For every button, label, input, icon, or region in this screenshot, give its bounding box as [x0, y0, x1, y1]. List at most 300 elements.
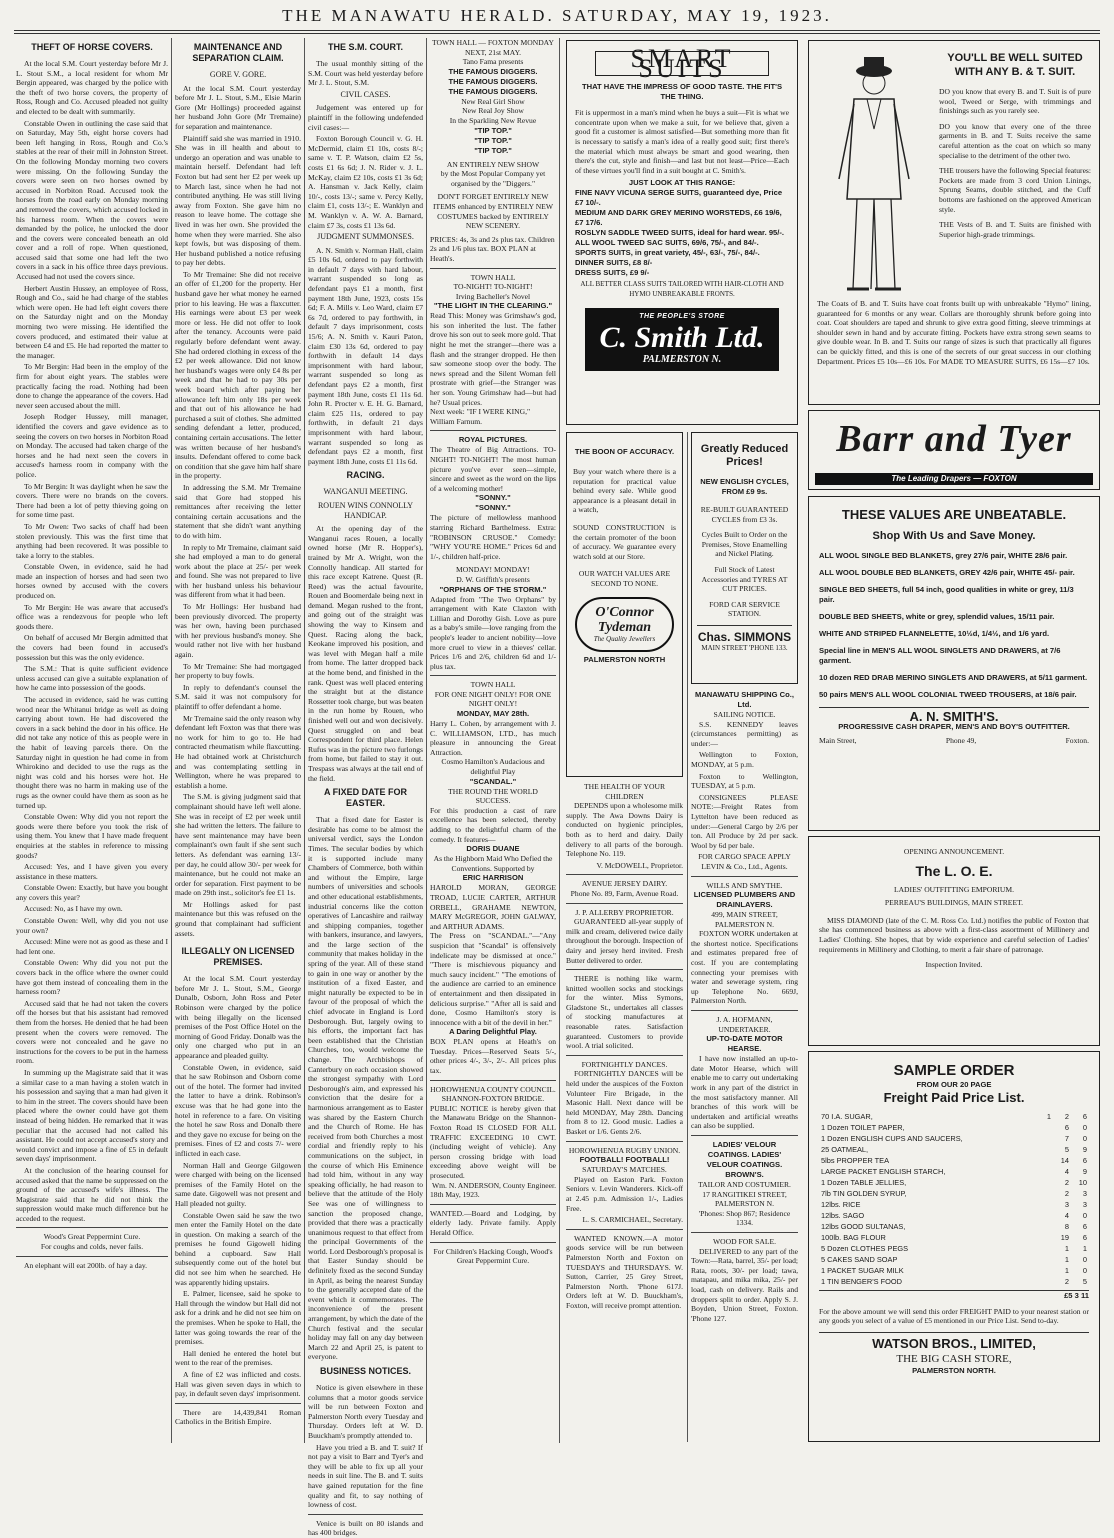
divider	[430, 268, 556, 269]
boon-of-accuracy-advert	[566, 432, 683, 777]
ad-headline: MONDAY, MAY 28th.	[456, 709, 530, 719]
price-item-amount	[1035, 1233, 1051, 1242]
paragraph: In addressing the S.M. Mr Tremaine said that Gore had stopped his remittances after receiving the letter containing certain accusations and the statement that she didn't want anything to do with him.	[175, 482, 301, 540]
paragraph: Norman Hall and George Gilgowen were charged with being on the licensed premises of the Family Hotel on the same date. Gigowell was not present and Hall pleaded not guilty.	[175, 1160, 301, 1208]
advert-body: MISS DIAMOND (late of the C. M. Ross Co. Ltd.) notifies the public of Foxton that she has commenced business as above with a first-class assortment of Millinery and Ladies' Clothing. She hopes, that by wide experience and careful selection of Ladies' requirements in Millinery and Clothing, to merit a fair share of patronage.	[819, 915, 1089, 954]
divider	[566, 1141, 683, 1142]
ad-text: by the Most Popular Company yet organised by the "Diggers."	[440, 169, 546, 188]
price-item-amount: 9	[1082, 1145, 1087, 1154]
price-item-amount: 4	[1064, 1211, 1069, 1220]
ad-text: FOR CARGO SPACE APPLY LEVIN & Co., Ltd., Agents.	[698, 852, 791, 871]
article-heading: THE S.M. COURT.	[327, 42, 403, 52]
ad-headline: "TIP TOP."	[474, 145, 512, 155]
advert-name: Chas. SIMMONS	[697, 625, 792, 644]
price-item-amount: 4	[1064, 1167, 1069, 1176]
advert-body: For the above amount we will send this order FREIGHT PAID to your nearest station or any goods you select of a value of £5 mentioned in our Price List. Send to-day.	[819, 1306, 1089, 1326]
ad-text: TOWN HALL	[470, 680, 516, 690]
price-item-amount: 1	[1064, 1255, 1069, 1264]
column-rule	[171, 38, 172, 1443]
article-subheading: ROUEN WINS CONNOLLY HANDICAP.	[317, 500, 414, 520]
price-item-name: 25 OATMEAL,	[821, 1145, 869, 1154]
paragraph: The S.M.: That is quite sufficient evidence unless accused can give a suitable explanation of how he came into possession of the goods.	[16, 664, 168, 693]
price-item-name: LARGE PACKET ENGLISH STARCH,	[821, 1167, 946, 1176]
article-heading: THEFT OF HORSE COVERS.	[31, 42, 153, 52]
ad-text: Adapted from "The Two Orphans" by arrangement with Kate Claxton with Lillian and Dorothy Gish. Love as pure as a baby's smile—love ranging from the people's leader to ancient nobility—love more cruel to view in a thieves' cellar. Prices 1/6 and 2/6, children 6d and 1/- plus tax.	[430, 594, 556, 671]
price-list-table	[819, 1110, 1089, 1288]
ad-text: PRICES: 4s, 3s and 2s plus tax. Children 2s and 1/6 plus tax. BOX PLAN at Heath's.	[430, 234, 555, 263]
price-item-amount	[1035, 1189, 1051, 1198]
price-item-amount	[1035, 1255, 1051, 1264]
filler-text: There are 14,439,841 Roman Catholics in the British Empire.	[175, 1407, 301, 1427]
advert-subtitle: Shop With Us and Save Money.	[872, 530, 1036, 542]
ad-text: 17 RANGITIKEI STREET, PALMERSTON N.	[702, 1189, 787, 1209]
paragraph: Constable Owen, in evidence, said he had made an inspection of horses and had seen two horses owned by accused with the covers produced on.	[16, 562, 168, 601]
divider	[566, 903, 683, 904]
advert-text: FROM OUR 20 PAGE	[916, 1080, 992, 1089]
price-item-amount: 6	[1082, 1233, 1087, 1242]
cycles-advert	[691, 432, 798, 684]
advert-title: SMART SUITS	[595, 51, 769, 76]
price-item-amount	[1035, 1123, 1051, 1132]
ad-headline: THE FAMOUS DIGGERS.	[448, 86, 538, 96]
paragraph: Joseph Rodger Hussey, mill manager, identified the covers and gave evidence as to seeing the covers on two horses in Norbiton Road on Monday. The accused had taken charge of the horses and he had next seen the covers in accused's harness room in company with the police.	[16, 412, 168, 479]
advert-title: YOU'LL BE WELL SUITED WITH ANY B. & T. SUIT.	[947, 52, 1083, 78]
column-1	[16, 38, 168, 1443]
paragraph: Accused: Mine were not as good as these and I had lent one.	[16, 937, 168, 956]
ad-text: DEPENDS upon a wholesome milk supply. The Awa Downs Dairy is conducted on hygienic principles, both as to herd and dairy. Daily delivery to all parts of the borough. Telephone No. 119.	[566, 801, 683, 859]
paragraph: To Mr Bergin: It was daylight when he saw the covers. There were no brands on the covers. There had been a lot of petty thieving going on for some time past.	[16, 481, 168, 520]
ad-headline: J. A. HOFMANN, UNDERTAKER.	[716, 1015, 773, 1034]
advert-text: Cycles Built to Order on the Premises, Stove Enamelling and Nickel Plating.	[701, 530, 788, 559]
ad-text: Cosmo Hamilton's Audacious and delightful Play	[441, 757, 545, 777]
advert-text: NEW ENGLISH CYCLES, FROM £9 9s.	[700, 477, 789, 496]
price-item-amount	[1035, 1145, 1051, 1154]
article-body	[308, 103, 423, 230]
ad-headline: AVENUE JERSEY DAIRY.	[581, 879, 668, 889]
paragraph: A fine of £2 was inflicted and costs. Hall was given seven days in which to pay, in default seven days' imprisonment.	[175, 1370, 301, 1399]
article-body	[175, 84, 301, 939]
ad-text: New Real Joy Show	[462, 106, 524, 116]
price-item-amount: 1	[1064, 1266, 1069, 1275]
paragraph: In reply to defendant's counsel the S.M. said it was not compulsory for plaintiff to offer defendant a home.	[175, 682, 301, 711]
ad-text: Next week: "IF I WERE KING," William Farnum.	[430, 407, 531, 426]
value-item: 50 pairs MEN'S ALL WOOL COLONIAL TWEED TROUSERS, at 18/6 pair.	[819, 690, 1077, 699]
loe-advert	[808, 836, 1100, 1046]
ad-text: AN ENTIRELY NEW SHOW	[446, 159, 540, 169]
price-item-name: 7lb TIN GOLDEN SYRUP,	[821, 1189, 907, 1198]
divider	[691, 1135, 798, 1136]
ad-text: PUBLIC NOTICE is hereby given that the Manawatu Bridge on the Shannon-Foxton Road IS CLOSED FOR ALL TRAFFIC EXCEEDING 10 CWT. (including weight of vehicle). Any person crossing bridge with load exceeding above weight will be prosecuted.	[430, 1103, 556, 1180]
price-item-name: 12lbs. SAGO	[821, 1211, 865, 1220]
advert-town: PALMERSTON NORTH	[583, 655, 666, 665]
price-item-amount: 6	[1082, 1222, 1087, 1231]
ad-text: THERE is nothing like warm, knitted woollen socks and stockings for the winter. Miss Symons, Gladstone St., undertakes all classes of stocking manufactures at reasonable rates. Satisfaction guaranteed. Customers to provide wool. A trial solicited.	[566, 974, 683, 1051]
price-item-name: 1 TIN BENGER'S FOOD	[821, 1277, 902, 1286]
article-heading: A FIXED DATE FOR EASTER.	[324, 787, 407, 809]
paragraph: At the local S.M. Court yesterday before Mr J. L. Stout, S.M., Elsie Marin Gore (Mr Hollings) proceeded against her husband John Gore (Mr Tremaine) for separation and maintenance.	[175, 83, 301, 131]
ad-text: DELIVERED to any part of the Town:—Rata, barrel, 35/- per load; Rata, roots, 30/- per load; tawa, matapau, and mika mika, 25/- per load, cash on delivery. Rails and droppers split to order. Apply S. J. Boyden, Union Street, Foxton. 'Phone 127.	[691, 1246, 799, 1323]
ad-text: For Children's Hacking Cough, Wood's Great Peppermint Cure.	[433, 1246, 553, 1266]
price-item-amount: 9	[1082, 1167, 1087, 1176]
price-item-amount: 3	[1082, 1200, 1087, 1209]
price-item-name: 70 I.A. SUGAR,	[821, 1112, 873, 1121]
ad-headline: "SONNY."	[475, 493, 511, 503]
paragraph: Accused: No, as I have my own.	[24, 904, 123, 914]
paragraph: To Mr Bergin: Had been in the employ of the firm for about eight years. The stables were practically facing the road. Nothing had been done to change the appearance of the covers. Had never seen accused about the mill.	[16, 362, 168, 410]
paragraph: To Mr Owen: Two sacks of chaff had been stolen previously. This was the first time that anything had been recovered. It was possible to take a lorry to the stables.	[16, 521, 168, 560]
paragraph: Hall denied he entered the hotel but went to the rear of the premises.	[175, 1348, 301, 1368]
price-list-row	[821, 1134, 1087, 1143]
ad-headline: A Daring Delightful Play.	[449, 1027, 537, 1037]
price-item-amount: 0	[1082, 1134, 1087, 1143]
advert-subheading: JUST LOOK AT THIS RANGE:	[628, 178, 736, 188]
divider	[16, 1256, 168, 1257]
price-item-amount: 6	[1064, 1123, 1069, 1132]
value-item: DOUBLE BED SHEETS, white or grey, splendid values, 15/11 pair.	[819, 612, 1055, 621]
price-item-amount	[1035, 1156, 1051, 1165]
ad-headline: "ORPHANS OF THE STORM."	[439, 584, 547, 594]
ad-text: V. McDOWELL, Proprietor.	[596, 860, 683, 870]
ad-text: 'Phones: Shop 867; Residence 1334.	[698, 1208, 791, 1228]
advert-text: PERREAU'S BUILDINGS, MAIN STREET.	[884, 898, 1024, 908]
advert-text: OPENING ANNOUNCEMENT.	[903, 847, 1005, 856]
sample-order-advert	[808, 1051, 1100, 1442]
article-subheading: WANGANUI MEETING.	[323, 487, 408, 497]
ad-text: The Press on "SCANDAL."—"Any suspicion that "Scandal" is offensively indelicate may be dismissed at once." "There is mischievous piquancy and much saucy incident." "The emotions of the audience are carried to an eminence of entertainment and then dissipated in delicious surprise." "After all is said and done, Cosmo Hamilton's story is innocence with a bit of the devil in her."	[430, 931, 556, 1027]
ad-text: SAILING NOTICE.	[713, 710, 776, 719]
address-part: Phone 49,	[945, 735, 977, 745]
divider	[430, 1204, 556, 1205]
article-heading: BUSINESS NOTICES.	[319, 1366, 411, 1376]
ad-headline: DORIS DUANE	[466, 844, 520, 854]
ad-text: In the Sparkling New Revue	[449, 115, 537, 125]
ad-text: THE ROUND THE WORLD SUCCESS.	[448, 786, 538, 806]
ad-headline: "SONNY."	[475, 503, 511, 513]
ad-text: Wood's Great Peppermint Cure.	[43, 1232, 141, 1242]
ad-text: 18th May, 1923.	[430, 1190, 480, 1200]
ad-headline: MANAWATU SHIPPING Co., Ltd.	[695, 690, 794, 709]
logo-text: The Quality Jewellers	[593, 634, 656, 643]
advert-text: PROGRESSIVE CASH DRAPER, MEN'S AND BOY'S OUTFITTER.	[838, 721, 1070, 731]
paragraph: Herbert Austin Hussey, an employee of Ross, Rough and Co., said he had charge of the stables which were open. He had left eight covers there on the Saturday night and on the Monday morning two were missing. He identified the covers produced, and estimated their value at between £4 and £5. He had reported the matter to the manager.	[16, 283, 168, 360]
divider	[566, 1229, 683, 1230]
ad-headline: ERIC HARRISON	[462, 873, 524, 883]
article-heading: ILLEGALLY ON LICENSED PREMISES.	[181, 946, 295, 968]
article-body	[175, 974, 301, 1399]
filler-text: An elephant will eat 200lb. of hay a day.	[24, 1260, 148, 1270]
ad-headline: HOROWHENUA RUGBY UNION.	[568, 1145, 681, 1155]
advert-text: RE-BUILT GUARANTEED CYCLES from £3 3s.	[700, 505, 789, 524]
price-item-name: 1 PACKET SUGAR MILK	[821, 1266, 904, 1275]
suit-price-item: ROSLYN SADDLE TWEED SUITS, ideal for hard wear. 95/-.	[575, 228, 785, 238]
ad-text: FORTNIGHTLY DANCES will be held under the auspices of the Foxton Volunteer Fire Brigade, in the Masonic Hall. Next dance will be held MONDAY, May 28th. Dancing from 8 to 12. Good music. Ladies a Basket or 1/6. Gents 2/6.	[566, 1069, 683, 1136]
logo-tagline: The Leading Drapers — FOXTON	[815, 473, 1093, 485]
price-item-name: 100lb. BAG FLOUR	[821, 1233, 886, 1242]
advert-body: The Coats of B. and T. Suits have coat fronts built up with unbreakable "Hymo" lining, guaranteed for 6 months or any wear. Collars are thoroughly shrunk before going into coat. Coat shoulders are taped and shrunk to give extra good fitting, sleeve trimmings at shoulder sewn in hand and by accurate fitting. Pockets have extra strong sewn seams to give double wear. In B. and T. Suits our range of sizes is such that practically all figures can be quickly fitted, and this is one of the secrets of our great success in our clothing Department. Prices £5 10s—£6 10s. For MADE TO MEASURE SUITS, £6 15s—£7 10s.	[817, 299, 1091, 366]
price-list-row	[821, 1189, 1087, 1198]
advert-text: LADIES' OUTFITTING EMPORIUM.	[893, 884, 1015, 894]
column-4-amusements	[430, 38, 556, 1443]
price-item-amount	[1035, 1244, 1051, 1253]
price-list-row	[821, 1123, 1087, 1132]
price-item-name: 5 CAKES SAND SOAP	[821, 1255, 898, 1264]
logo-text: PALMERSTON N.	[642, 354, 722, 366]
value-item: Special line in MEN'S ALL WOOL SINGLETS AND DRAWERS, at 7/6 garment.	[819, 646, 1061, 665]
price-item-amount: 3	[1082, 1189, 1087, 1198]
paragraph: Constable Owen said he saw the two men enter the Family Hotel on the date in question. On making a search of the premises he found Gigowell hiding behind a cupboard. Saw Hall subsequently come out of the hotel but did not see him when he searched. He was apparently hiding upstairs.	[175, 1210, 301, 1287]
advert-title: THESE VALUES ARE UNBEATABLE.	[841, 507, 1067, 522]
advert-text: Inspection Invited.	[925, 960, 983, 970]
price-item-amount	[1035, 1211, 1051, 1220]
price-item-amount: 0	[1082, 1266, 1087, 1275]
suit-price-item: MEDIUM AND DARK GREY MERINO WORSTEDS, £6 19/6, £7 17/6.	[575, 208, 782, 228]
price-item-amount	[1035, 1266, 1051, 1275]
price-item-amount: 5	[1064, 1145, 1069, 1154]
advert-subtitle: Freight Paid Price List.	[883, 1090, 1025, 1105]
price-item-amount	[1035, 1277, 1051, 1286]
masthead-rule-2	[14, 33, 1100, 34]
advert-title: Greatly Reduced Prices!	[700, 443, 789, 468]
price-item-amount: 6	[1082, 1156, 1087, 1165]
divider	[430, 1242, 556, 1243]
article-body	[308, 1383, 423, 1510]
ad-text: FOR ONE NIGHT ONLY! FOR ONE NIGHT ONLY!	[434, 689, 552, 709]
b-and-t-suit-advert	[808, 40, 1100, 405]
price-item-amount: 7	[1064, 1134, 1069, 1143]
ad-text: S.S. KENNEDY leaves (circumstances permitting) as under:—	[691, 719, 798, 748]
paragraph: Constable Owen: Well, why did you not use your own?	[16, 916, 168, 935]
advert-title: SAMPLE ORDER	[893, 1062, 1015, 1079]
price-item-amount: 8	[1064, 1222, 1069, 1231]
price-list-row	[821, 1156, 1087, 1165]
ad-headline: WOOD FOR SALE.	[712, 1236, 777, 1246]
logo-text: C. Smith Ltd.	[599, 321, 765, 355]
address-line	[819, 736, 1089, 746]
paragraph: At the local S.M. Court yesterday before Mr J. L. Stout S.M., a local resident for whom Mr Bergin appeared, was charged by the police with the theft of two horse covers, the property of Ross, Rough and Co. Accused pleaded not guilty and elected to be dealt with summarily.	[16, 59, 168, 116]
oconnor-tydeman-logo	[575, 597, 674, 653]
price-item-amount: 19	[1060, 1233, 1069, 1242]
paragraph: To Mr Bergin: He was aware that accused's office was a rendezvous for people who left goods there.	[16, 602, 168, 631]
ad-headline: UP-TO-DATE MOTOR HEARSE.	[706, 1034, 783, 1054]
article-subheading: CIVIL CASES.	[340, 89, 391, 99]
paragraph: To Mr Tremaine: She had mortgaged her property to buy fowls.	[175, 661, 301, 681]
ad-text: New Real Girl Show	[461, 96, 525, 106]
divider	[430, 1080, 556, 1081]
value-item: 10 dozen RED DRAB MERINO SINGLETS AND DRAWERS, at 5/11 garment.	[819, 673, 1088, 682]
suit-price-list	[575, 188, 789, 278]
advert-body: ALL BETTER CLASS SUITS TAILORED WITH HAIR-CLOTH AND HYMO UNBREAKABLE FRONTS.	[580, 280, 784, 298]
paragraph: Mr Hollings asked for past maintenance but this was refused on the ground that complainant had sufficient assets.	[175, 899, 301, 938]
ad-text: TOWN HALL	[470, 272, 516, 282]
paragraph: Accused: Yes, and I have given you every assistance in these matters.	[16, 862, 168, 881]
price-item-name: 5lbs PROPPER TEA	[821, 1156, 890, 1165]
price-item-amount: 0	[1082, 1255, 1087, 1264]
price-list-row	[821, 1112, 1087, 1121]
ad-text: FOXTON WORK undertaken at the shortest notice. Specifications and estimates prepared free of cost. If you are contemplating connecting your premises with water and sewerage system, ring up Telephone No. 669J, Palmerston North.	[691, 929, 798, 1006]
price-list-row	[821, 1277, 1087, 1286]
advert-name: WATSON BROS., LIMITED,	[819, 1332, 1089, 1352]
column-rule	[426, 38, 427, 1443]
ad-text: For coughs and colds, never fails.	[40, 1242, 144, 1252]
ad-text: I have now installed an up-to-date Motor Hearse, which will enable me to carry out undertaking work in any part of the district in the most satisfactory manner. All branches of this work will be undertaken and artificial wreaths can also be supplied.	[691, 1054, 798, 1131]
ad-text: SHANNON-FOXTON BRIDGE.	[441, 1094, 545, 1104]
column-rule	[687, 432, 688, 1442]
paragraph: The accused in evidence, said he was cutting wood near the Whitanui bridge as well as doing carrying about town. He had discovered the covers in a sack behind the door in his office. He did not take any notice of this as people were in the habit of leaving parcels there. On the Saturday night in question he had come in from Whirokino and decided to use the rugs as the night was cold and his horses were hot. He thought there was no harm in making use of the rugs as the owner could have them as soon as he turned up.	[16, 695, 168, 810]
price-item-amount: 2	[1064, 1112, 1069, 1121]
ad-headline: "SCANDAL."	[469, 776, 517, 786]
ad-text: WANTED KNOWN.—A motor goods service will be run between Palmerston North and Foxton on TUESDAYS and THURSDAYS. W. Sutton, Carrier, 25 Grey Street, Palmerston North. 'Phone 617J. Orders left at W. D. Buuckham's, Foxton, will receive prompt attention.	[566, 1233, 683, 1310]
price-list-row	[821, 1200, 1087, 1209]
advert-text: FORD CAR SERVICE STATION.	[709, 599, 780, 619]
article-subheading: GORE V. GORE.	[209, 70, 267, 79]
ad-text: Tano Fama presents	[462, 57, 524, 67]
ad-text: Foxton to Wellington, TUESDAY, at 5 p.m.	[691, 771, 798, 791]
paragraph: Notice is given elsewhere in these columns that a motor goods service will be run between Foxton and Palmerston North every Tuesday and Thursday. Orders left at W. D. Buuckham's promptly attended to.	[308, 1383, 423, 1440]
paragraph: That a fixed date for Easter is desirable has come to be almost the universal verdict, says the London Times. The secular bodies by which it is supported include many Chambers of Commerce, both within and without the Empire, large numbers of universities and schools and other educational establishments, industrial concerns like the cotton operatives of Lancashire and railway and shipping companies, together with bankers, insurance, and lawyers, and the large section of the community that makes holiday in the spring of the year. All of these stand to gain in one way or another by the institution of a fixed Easter, and might naturally be expected to be in favour of the proposal of which the chief advocate in England is Lord Desborough. But, largely owing to his efforts, the important fact has been established that the Christian Churches, too, would welcome the change. The Archbishops of Canterbury on each occasion showed the strongest sympathy with Lord Desborough's aim, and expressed his conviction that the desire for a harmonious arrangement as to Easter was shared by the Eastern Church and the Church of Rome. He has received from both Churches a most cordial and friendly reply to his communications on the subject, in the course of which His Eminence had told him, without in any way speaking officially, he had reason to believe that the attitude of the Holy See was one of willingness to sanction the proposed change, provided that there was a practically unanimous request to that effect from the principal Governments of the world. Lord Desborough's proposal is that Easter Sunday should be definitely fixed as the second Sunday in April, as being the nearest Sunday to the generally accepted date of the event which it commemorates. The inconvenience of the present arrangement, by which the date of the Church festival and the secular holiday may fall on any day between March 22 and April 25, is patent to everyone.	[308, 815, 423, 1362]
price-total: £5 3 11	[819, 1290, 1089, 1301]
ad-text: HOROWHENUA COUNTY COUNCIL.	[430, 1084, 556, 1094]
advert-body: THE Vests of B. and T. Suits are finished with Superior high-grade trimmings.	[939, 220, 1091, 239]
suit-price-item: SPORTS SUITS, in great variety, 45/-, 63/-, 75/-, 84/-.	[575, 248, 760, 258]
suit-price-item: DRESS SUITS, £9 9/-	[575, 268, 650, 278]
advert-body: DO you know that every one of the three garments in B. and T. Suits receive the same careful attention as the coat on which so many specialise to the detriment of the other two.	[939, 121, 1091, 160]
price-item-name: 1 Dozen TABLE JELLIES,	[821, 1178, 907, 1187]
divider	[566, 1055, 683, 1056]
ad-headline: WILLS AND SMYTHE.	[706, 880, 783, 890]
ad-text: WANTED.—Board and Lodging, by elderly lady. Private family. Apply Herald Office.	[430, 1208, 556, 1237]
price-item-name: 1 Dozen ENGLISH CUPS AND SAUCERS,	[821, 1134, 963, 1143]
suit-price-item: DINNER SUITS, £8 8/-	[575, 258, 653, 268]
price-item-amount	[1035, 1222, 1051, 1231]
price-list-row	[821, 1222, 1087, 1231]
masthead: THE MANAWATU HERALD. SATURDAY, MAY 19, 1923.	[282, 6, 832, 25]
advert-body: Fit is uppermost in a man's mind when he buys a suit—Fit is what we concentrate upon when we make a suit, for we believe that, given a good fit a customer is almost satisfied—But something more than fit is necessary to satisfy a man's idea of a really good suit; first there's the material which must always be smart and good wearing, then there's the cut, style and finish—and last but not least—Price—Each of these virtues you'll find in a suit bought at C. Smith's.	[575, 108, 789, 175]
article-subheading: JUDGMENT SUMMONSES.	[317, 232, 414, 242]
divider	[566, 969, 683, 970]
divider	[691, 1010, 798, 1011]
ad-text: HAROLD MORAN, GEORGE TROAD, LUCIE CARTER, ARTHUR ORBELL, GRAHAME NEWTON, MARY McGREGOR, JOHN GALWAY, and ARTHUR ADAMS.	[430, 883, 556, 931]
advert-text: PALMERSTON NORTH.	[912, 1365, 996, 1375]
ad-text: TO-NIGHT! TO-NIGHT!	[453, 282, 533, 292]
ad-text: Irving Bacheller's Novel	[455, 291, 531, 301]
ad-text: 499, MAIN STREET, PALMERSTON N.	[711, 910, 778, 929]
paragraph: At the opening day of the Wanganui races Rouen, a locally owned horse (Mr R. Hopper's), trained by Mr A. Wright, won the Connolly handicap. All started for this race except Katrene. Quest (R. Reed) was the actual favourite, Rouen and Boomerdale being next in demand. Megan rushed to the front, and going out of the straight was showing the way to Kinsem and Quest. Racing along the back, Keokane improved his position, and was level with Megan half a mile from home. The latter dropped back at the home bend, and finished in the rank. Quest was well placed entering the straight but at the distance Rossetter took charge, but was beaten in the run home by Rouen, who finished well out and won decisively. Quest struggled on and beat Correspondent for third place. Helen Rufus was in the picture two furlongs from home, but failed to stay it out. Trespass was always at the tail end of the field.	[308, 524, 423, 783]
gentleman-illustration	[819, 49, 929, 299]
advert-text: Full Stock of Latest Accessories and TYRES AT CUT PRICES.	[701, 564, 788, 594]
ad-text: TOWN HALL — FOXTON MONDAY NEXT, 21st MAY.	[432, 38, 554, 57]
address-part: Foxton.	[1065, 735, 1089, 745]
price-item-amount: 1	[1082, 1244, 1087, 1253]
paragraph: To Mr Tremaine: She did not receive an offer of £1,200 for the property. Her husband gave her what money he earned prior to his leaving. He was a flaxcutter. His earnings were about £3 per week more or less. He did not offer to look after the tenancy. Accounts were paid regularly before defendant went away. She had ordered clothing in excess of the £2 per week allowance. Did not know her husband's wages were only £4 8s per week and that he had to pay 30s per week board which after paying her allowance left him only 18s per week and that out of his allowance he had purchased a suit of clothes. She admitted sending defendant a letter, produced, containing certain accusations. The letter was written because of her husband's insults. Defendant offered to come back on condition that she gave him half share in the property.	[175, 269, 301, 481]
divider	[691, 876, 798, 877]
price-item-name: 5 Dozen CLOTHES PEGS	[821, 1244, 909, 1253]
smart-suits-advert	[566, 40, 798, 425]
article-heading: MAINTENANCE AND SEPARATION CLAIM.	[192, 42, 284, 63]
price-item-name: 1 Dozen TOILET PAPER,	[821, 1123, 905, 1132]
paragraph: On behalf of accused Mr Bergin admitted that the covers had been found in accused's possession but this was the only evidence.	[16, 633, 168, 662]
value-item: WHITE AND STRIPED FLANNELETTE, 10½d, 1/4½, and 1/6 yard.	[819, 629, 1050, 638]
price-item-amount: 6	[1082, 1112, 1087, 1121]
price-item-amount	[1035, 1134, 1051, 1143]
paragraph: To Mr Hollings: Her husband had been previously divorced. The property was her own, having been purchased with her previous husband's money. She would rather not live with her husband again.	[175, 602, 301, 660]
divider	[16, 1227, 168, 1228]
c-smith-logo	[585, 308, 779, 371]
ad-text: Read This: Money was Grimshaw's god, his son inherited the lust. The father drove his son out to seek more gold. That night he met the stranger—there was a flash and the stranger dropped. He then saw someone stoop over the body. The news spread and the Silent Woman fell prostrate with grief—the Stranger was her son. Young Grimshaw had—but had he? Usual prices.	[430, 311, 556, 407]
ad-text: D. W. Griffith's presents	[456, 574, 530, 584]
ad-text: DON'T FORGET ENTIRELY NEW ITEMS enhanced by ENTIRELY NEW COSTUMES backed by ENTIRELY NEW SCENERY.	[432, 192, 553, 231]
masthead-rule	[14, 30, 1100, 31]
ad-headline: "THE LIGHT IN THE CLEARING."	[433, 301, 553, 311]
suit-price-item: ALL WOOL TWEED SAC SUITS, 69/6, 75/-, and 84/-.	[575, 238, 759, 248]
ad-text: For this production a cast of rare excellence has been selected, thereby adding to the delightful charm of the comedy. It features—	[430, 805, 556, 844]
ad-headline: FOOTBALL! FOOTBALL!	[579, 1155, 670, 1165]
price-item-amount: 2	[1064, 1178, 1069, 1187]
value-item: ALL WOOL DOUBLE BED BLANKETS, GREY 42/6 pair, WHITE 45/- pair.	[819, 568, 1075, 577]
ad-headline: "TIP TOP."	[474, 135, 512, 145]
price-item-amount	[1035, 1167, 1051, 1176]
price-item-amount: 2	[1064, 1277, 1069, 1286]
paragraph: Plaintiff said she was married in 1910. She was in ill health and about to undergo an operation and was unable to maintain herself. Defendant had left Foxton but had sent her £2 per week up to March last, since when he had not contributed anything. He was still living away from Foxton. She gave him no reason to leave home. The cottage she lived in was her own. She provided the home when they were married. She also kept fowls, but was disposing of them. Her husband published a notice refusing to pay her debts.	[175, 133, 301, 268]
article-body	[308, 815, 423, 1362]
filler-text: Venice is built on 80 islands and has 400 bridges.	[308, 1518, 423, 1538]
logo-text: O'Connor Tydeman	[595, 604, 654, 635]
paragraph: Accused said that he had not taken the covers off the horses but that his assistant had removed them from the horses. He denied that he had been present when the covers were removed. The covers were not concealed and he gave no instructions for the covers to be put in the harness room.	[16, 998, 168, 1066]
ad-text: L. S. CARMICHAEL, Secretary.	[582, 1215, 683, 1225]
barr-and-tyer-logo	[808, 410, 1100, 490]
ad-text: Phone No. 89, Farm, Avenue Road.	[570, 888, 679, 898]
divider	[430, 430, 556, 431]
paragraph: At the local S.M. Court yesterday before Mr J. L. Stout, S.M., George Dunalb, Osborn, John Ross and Peter Robinson were charged by the police with being illegally on the licensed premises of the Post Office Hotel on the morning of Good Friday. Donalb was the only one charged who put in an appearance and pleaded guilty.	[175, 974, 301, 1060]
column-5	[566, 782, 683, 1442]
price-list-row	[821, 1167, 1087, 1176]
column-2	[175, 38, 301, 1443]
advert-name: A. N. SMITH'S.	[819, 707, 1089, 722]
ad-headline: ROYAL PICTURES.	[458, 435, 528, 445]
advert-title: THE BOON OF ACCURACY.	[574, 447, 675, 456]
paragraph: Have you tried a B. and T. suit? If not pay a visit to Barr and Tyer's and they will be able to fix up all your needs in suit line. The B. and T. suits have gained reputation for the fine quality and fit, to say nothing of lowness of cost.	[308, 1442, 423, 1510]
paragraph: Constable Owen, in evidence, said that he saw Robinson and Osborn come out of the hotel. The former had invited the latter to have a drink. Robinson's excuse was that he had gone into the hotel in reference to a fare. On visiting the hotel he saw Ross and Donalb there and they gave no excuse for being on the premises. Fines of £2 and costs 7/- were inflicted in each case.	[175, 1062, 301, 1158]
price-item-amount: 3	[1064, 1200, 1069, 1209]
advert-tagline: THAT HAVE THE IMPRESS OF GOOD TASTE. THE FIT'S THE THING.	[581, 82, 783, 102]
advert-text: THE BIG CASH STORE,	[896, 1352, 1012, 1365]
ad-headline: LICENSED PLUMBERS AND DRAINLAYERS.	[693, 890, 796, 910]
paragraph: Foxton Borough Council v. G. H. McDermid, claim £1 10s, costs 8/-; same v. T. P. Watson, claim £2 5s, costs £1 6s 6d; J. N. Rider v. J. L. McKay, claim £2 10s, costs £1 3s 6d; A. Hansman v. Jack Kelly, claim 10/-, costs 13/-; same v. Percy Kelly, claim £1, costs 13/-; E. Wanklyn and M. Wanklyn v. A. W. A. Barnard, claim £7 3s, costs £1 13s 6d.	[308, 134, 423, 230]
article-heading: RACING.	[346, 470, 385, 481]
price-item-name: 12lbs. RICE	[821, 1200, 861, 1209]
divider	[430, 675, 556, 676]
paragraph: Constable Owen: Why did you not put the covers back in the office where the owner could have got them instead of concealing them in the harness room?	[16, 958, 168, 997]
price-item-amount: 0	[1082, 1123, 1087, 1132]
logo-text: THE PEOPLE'S STORE	[639, 312, 725, 320]
paragraph: At the conclusion of the hearing counsel for accused asked that the name be suppressed on the ground of the accused's wife's illness. The Magistrate said that he did not think the suppression would make much difference but he acceded to the request.	[16, 1165, 168, 1223]
ad-headline: FORTNIGHTLY DANCES.	[581, 1059, 668, 1069]
price-item-amount: 10	[1078, 1178, 1087, 1187]
ad-text: Played on Easton Park. Foxton Seniors v. Levin Wanderers. Kick-off at 2.45 p.m. Admission 1/-, Ladies Free.	[566, 1174, 683, 1213]
ad-headline: "TIP TOP."	[474, 125, 512, 135]
price-list-row	[821, 1266, 1087, 1275]
price-list-row	[821, 1211, 1087, 1220]
article-body	[308, 524, 423, 783]
ad-text: Harry L. Cohen, by arrangement with J. C. WILLIAMSON, LTD., has much pleasure in announcing the Great Attraction.	[430, 719, 556, 757]
column-3	[308, 38, 423, 1538]
advert-title: The L. O. E.	[915, 862, 993, 879]
price-item-amount	[1035, 1200, 1051, 1209]
advert-text: MAIN STREET 'PHONE 133.	[701, 643, 788, 652]
price-list-row	[821, 1145, 1087, 1154]
price-item-amount: 5	[1082, 1277, 1087, 1286]
paragraph: Constable Owen: Exactly, but have you bought any covers this year?	[16, 883, 168, 902]
paragraph: Constable Owen in outlining the case said that on Saturday, May 5th, eight horse covers had been left hanging in Ross, Rough and Co.'s stables at the rear of their mill in Johnston Street. On the following Monday morning two covers were missing. On the following Sunday the covers were seen on two horses owned by accused in Norbiton Road. Accused took the horses from the road early on Monday morning and removed the covers, which accused locked in his harness room. When the covers were demanded by the police, he unlocked the door and the covers were concealed beneath an old cover and a roll of rope. When questioned, accused said that some one had left the two covers in a sack in his office three days previous. Accused had not used the covers since.	[16, 118, 168, 282]
